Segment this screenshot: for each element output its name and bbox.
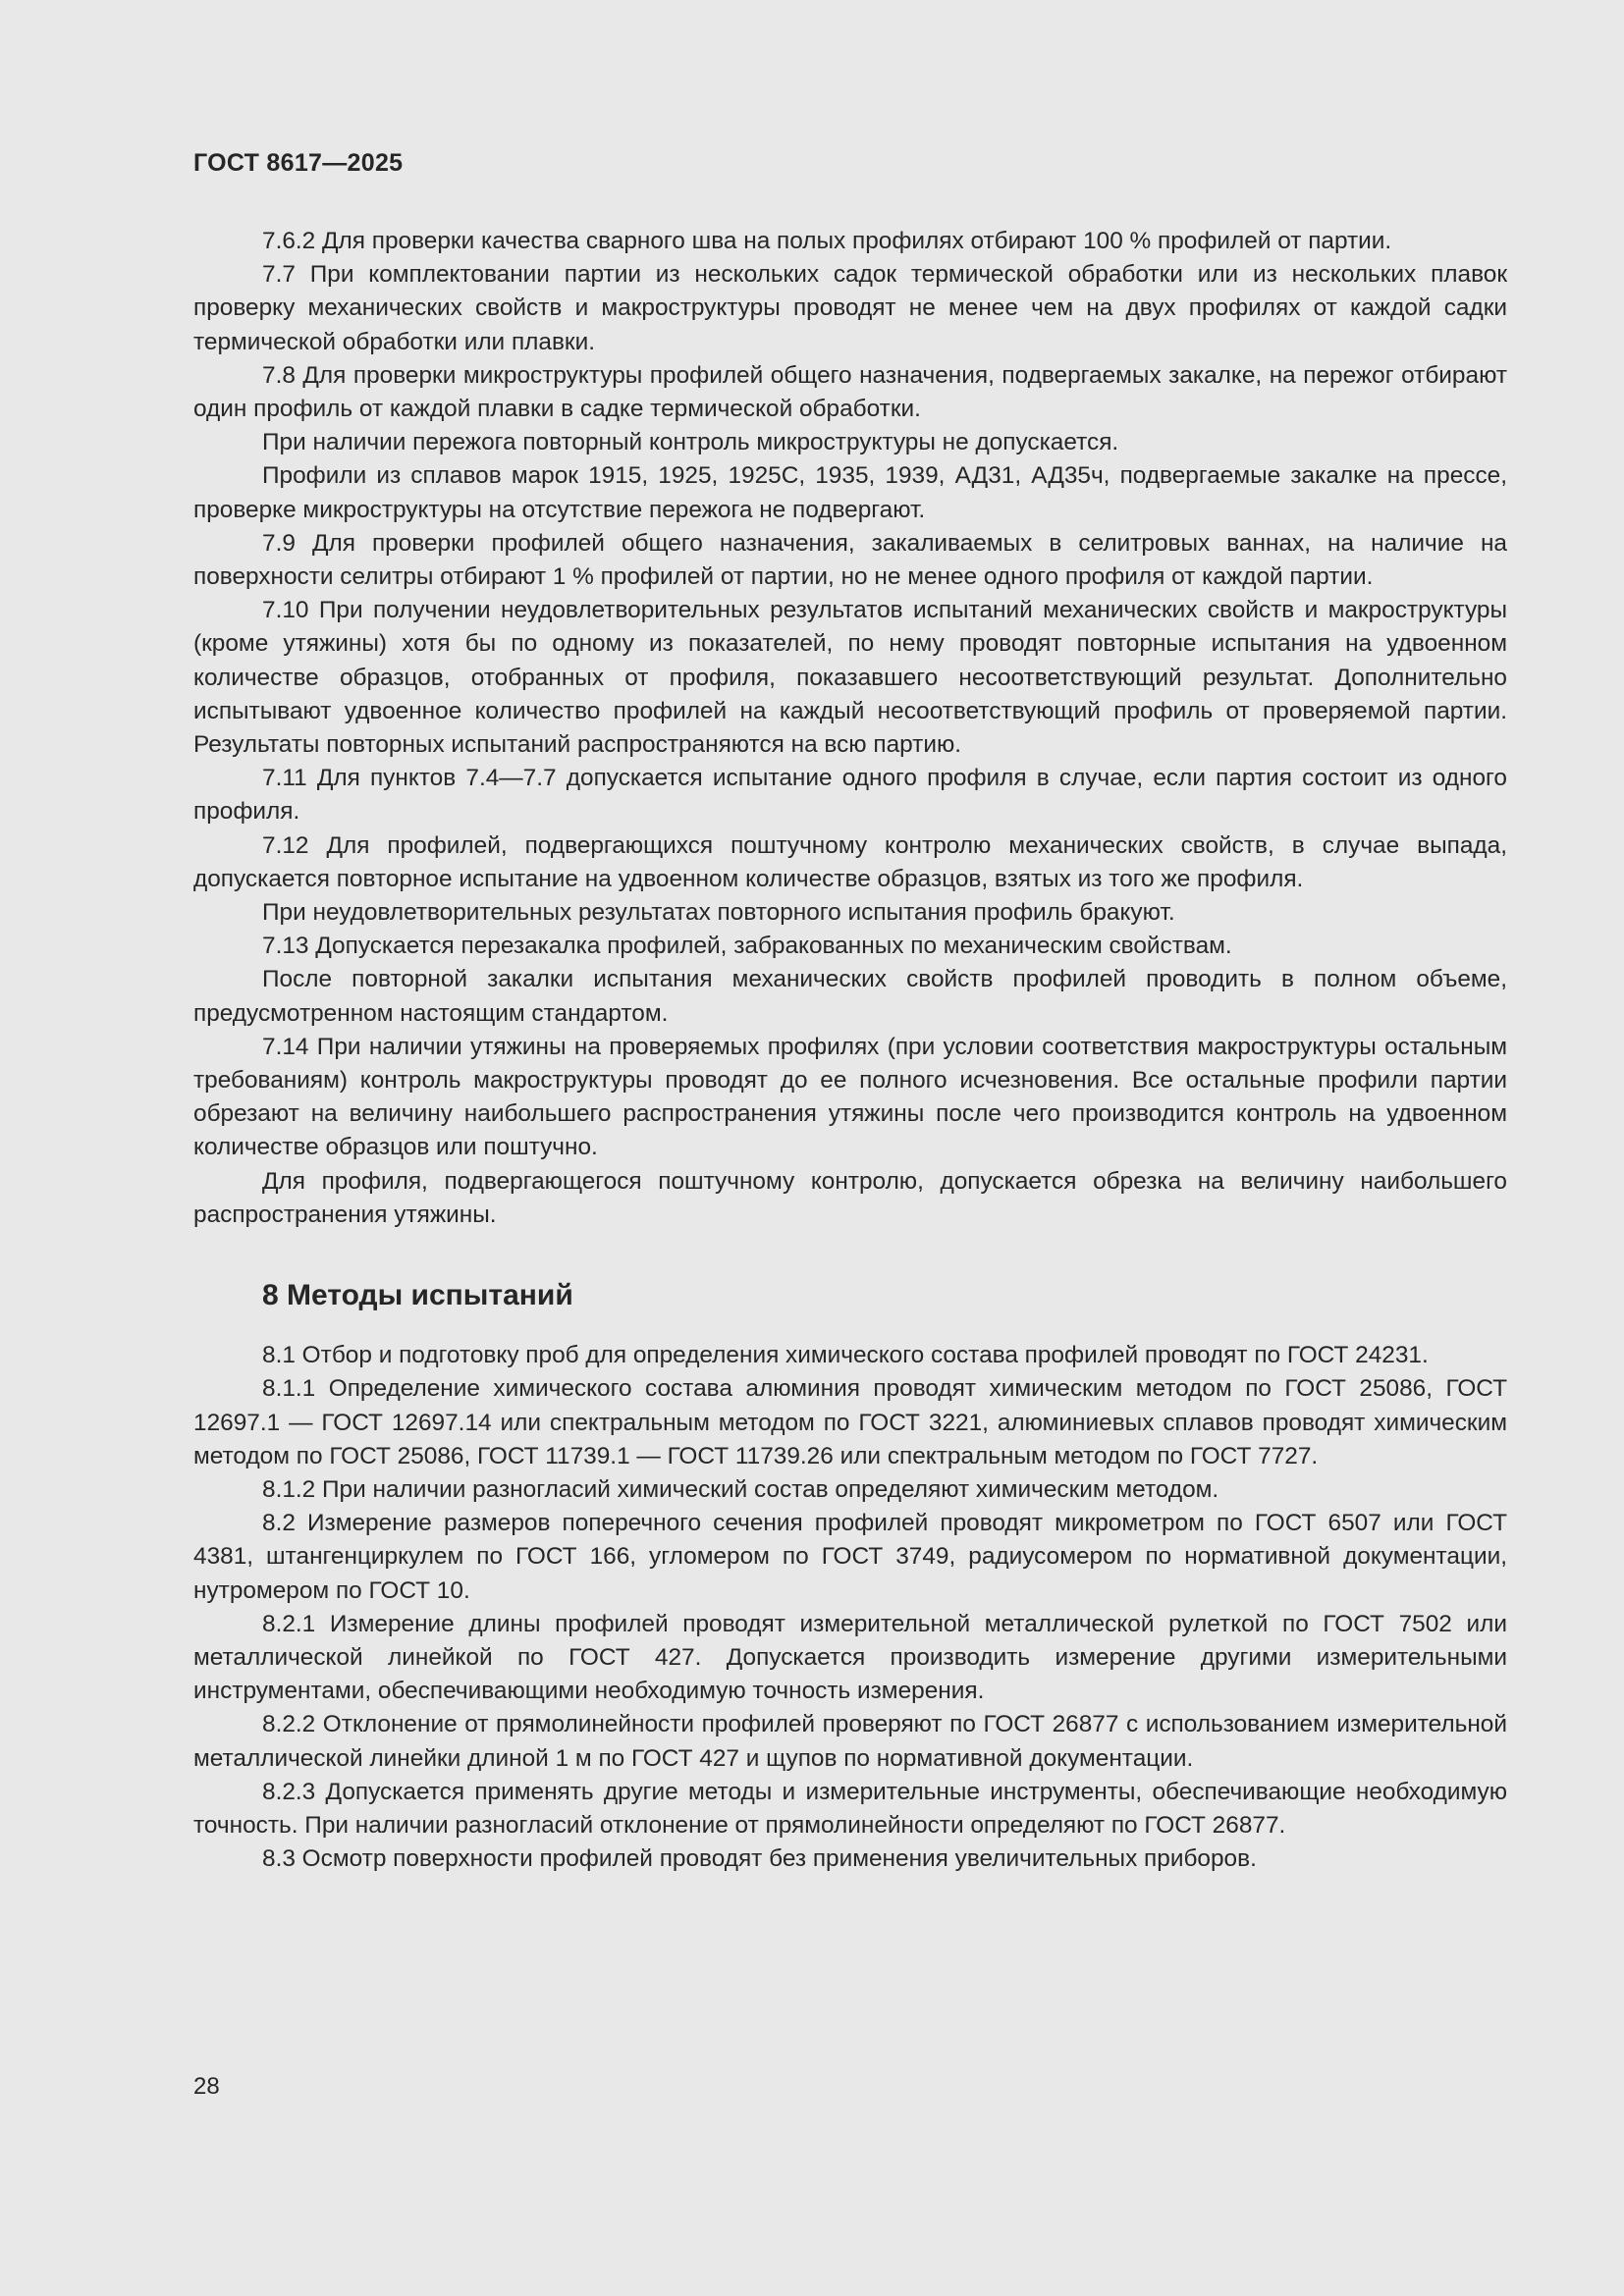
paragraph-7-8-note-1: При наличии пережога повторный контроль микроструктуры не допускается.	[262, 429, 1119, 456]
paragraph-7-10: 7.10 При получении неудовлетворительных результатов испытаний механических свойств и макроструктуры (кроме утяжины) хотя бы по одному из показателей, по нему проводят повторные испытания на удвоенном количестве образцов, отобранных от профиля, показавшего несоответствующий результат. Дополнительно испытывают удвоенное количество профилей на каждый несоответствующий профиль от проверяемой партии. Результаты повторных испытаний распространяются на всю партию.	[193, 597, 1507, 759]
paragraph-8-3: 8.3 Осмотр поверхности профилей проводят без применения увеличительных приборов.	[262, 1845, 1257, 1873]
paragraph-7-11: 7.11 Для пунктов 7.4—7.7 допускается испытание одного профиля в случае, если партия состоит из одного профиля.	[193, 765, 1507, 826]
paragraph-8-2-3: 8.2.3 Допускается применять другие методы и измерительные инструменты, обеспечивающие необходимую точность. При наличии разногласий отклонение от прямолинейности определяют по ГОСТ 26877.	[193, 1778, 1507, 1839]
paragraph-8-1-2: 8.1.2 При наличии разногласий химический состав определяют химическим методом.	[262, 1475, 1219, 1503]
paragraph-8-2-2: 8.2.2 Отклонение от прямолинейности профилей проверяют по ГОСТ 26877 с использованием измерительной металлической линейки длиной 1 м по ГОСТ 427 и щупов по нормативной документации.	[193, 1711, 1507, 1772]
paragraph-7-14-note: Для профиля, подвергающегося поштучному контролю, допускается обрезка на величину наибольшего распространения утяжины.	[193, 1167, 1507, 1228]
paragraph-8-2-1: 8.2.1 Измерение длины профилей проводят измерительной металлической рулеткой по ГОСТ 7502 или металлической линейкой по ГОСТ 427. Допускается производить измерение другими измерительными инструментами, обеспечивающими необходимую точность измерения.	[193, 1610, 1507, 1705]
paragraph-7-9: 7.9 Для проверки профилей общего назначения, закаливаемых в селитровых ваннах, на наличие на поверхности селитры отбирают 1 % профилей от партии, но не менее одного профиля от каждой партии.	[193, 529, 1507, 591]
page-number: 28	[193, 2073, 220, 2100]
paragraph-7-7: 7.7 При комплектовании партии из нескольких садок термической обработки или из нескольких плавок проверку механических свойств и макроструктуры проводят не менее чем на двух профилях от каждой садки термической обработки или плавки.	[193, 261, 1507, 355]
paragraph-7-12-note: При неудовлетворительных результатах повторного испытания профиль бракуют.	[262, 899, 1175, 927]
paragraph-7-13: 7.13 Допускается перезакалка профилей, забракованных по механическим свойствам.	[262, 933, 1232, 960]
document-body	[193, 225, 1507, 1876]
section-heading-8: 8 Методы испытаний	[262, 1279, 573, 1312]
paragraph-7-8-note-2: Профили из сплавов марок 1915, 1925, 1925С, 1935, 1939, АД31, АД35ч, подвергаемые закалке на прессе, проверке микроструктуры на отсутствие пережога не подвергают.	[193, 462, 1507, 523]
document-header: ГОСТ 8617—2025	[193, 149, 404, 177]
paragraph-8-1-1: 8.1.1 Определение химического состава алюминия проводят химическим методом по ГОСТ 25086, ГОСТ 12697.1 — ГОСТ 12697.14 или спектральным методом по ГОСТ 3221, алюминиевых сплавов проводят химическим методом по ГОСТ 25086, ГОСТ 11739.1 — ГОСТ 11739.26 или спектральным методом по ГОСТ 7727.	[193, 1375, 1507, 1469]
paragraph-7-12: 7.12 Для профилей, подвергающихся поштучному контролю механических свойств, в случае выпада, допускается повторное испытание на удвоенном количестве образцов, взятых из того же профиля.	[193, 831, 1507, 892]
paragraph-7-14: 7.14 При наличии утяжины на проверяемых профилях (при условии соответствия макроструктуры остальным требованиям) контроль макроструктуры проводят до ее полного исчезновения. Все остальные профили партии обрезают на величину наибольшего распространения утяжины после чего производится контроль на удвоенном количестве образцов или поштучно.	[193, 1033, 1507, 1161]
paragraph-8-2: 8.2 Измерение размеров поперечного сечения профилей проводят микрометром по ГОСТ 6507 или ГОСТ 4381, штангенциркулем по ГОСТ 166, угломером по ГОСТ 3749, радиусомером по нормативной документации, нутромером по ГОСТ 10.	[193, 1510, 1507, 1604]
paragraph-7-6-2: 7.6.2 Для проверки качества сварного шва на полых профилях отбирают 100 % профилей от партии.	[262, 228, 1392, 254]
paragraph-7-8: 7.8 Для проверки микроструктуры профилей общего назначения, подвергаемых закалке, на пережог отбирают один профиль от каждой плавки в садке термической обработки.	[193, 361, 1507, 423]
paragraph-8-1: 8.1 Отбор и подготовку проб для определения химического состава профилей проводят по ГОСТ 24231.	[262, 1342, 1429, 1369]
paragraph-7-13-note: После повторной закалки испытания механических свойств профилей проводить в полном объеме, предусмотренном настоящим стандартом.	[193, 966, 1507, 1027]
